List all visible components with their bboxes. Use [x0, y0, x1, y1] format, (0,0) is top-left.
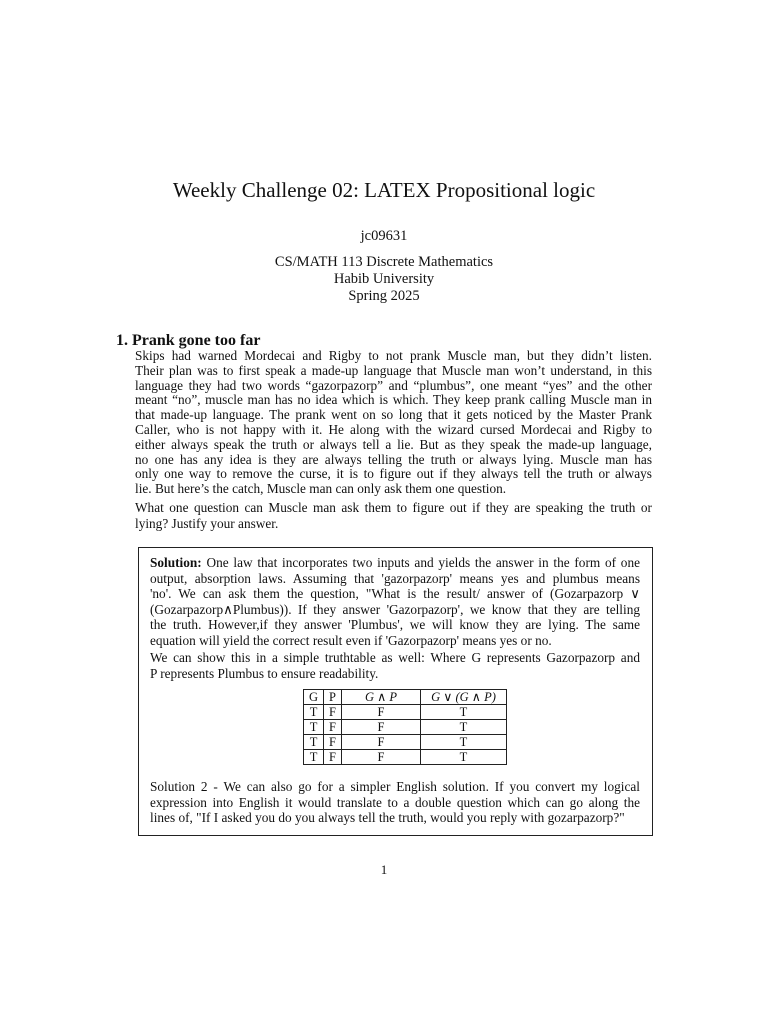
- table-cell: T: [304, 720, 324, 735]
- text-line: no one has any idea is they are always telling the truth or always lying. Muscle man has: [135, 451, 652, 467]
- table-cell: F: [341, 750, 420, 765]
- text-line: lines of, "If I asked you do you always tell the truth, would you reply with gozarpazorp?": [150, 810, 625, 826]
- table-header-cell: G: [304, 690, 324, 705]
- page-number: 1: [380, 862, 388, 877]
- table-cell: T: [304, 705, 324, 720]
- section-heading: 1. Prank gone too far: [116, 332, 261, 349]
- table-cell: F: [341, 720, 420, 735]
- text-line: Skips had warned Mordecai and Rigby to not prank Muscle man, but they didn’t listen.: [135, 348, 652, 363]
- solution-paragraph-2: [150, 650, 640, 681]
- line-text: One law that incorporates two inputs and yields the answer in the form of one: [201, 555, 640, 570]
- text-line: either always speak the truth or always tell a lie. But as they speak the made-up language,: [135, 436, 652, 452]
- text-line: 'no'. We can ask them the question, "What is the result/ answer of (Gozarpazorp ∨: [150, 586, 640, 602]
- text-line: the truth. However,if they answer 'Plumbus', we will know they are lying. The same: [150, 617, 640, 633]
- table-cell: F: [324, 720, 342, 735]
- term: Spring 2025: [348, 288, 420, 304]
- text-line: expression into English it would translate to a double question which can go along the: [150, 794, 640, 810]
- text-line: [150, 555, 640, 571]
- table-header-cell: P: [324, 690, 342, 705]
- text-line: Caller, who is not happy with it. He along with the wizard cursed Mordecai and Rigby to: [135, 421, 652, 437]
- table-cell: F: [324, 750, 342, 765]
- solution-label: Solution:: [150, 555, 202, 570]
- table-cell: T: [420, 705, 506, 720]
- table-cell: F: [324, 735, 342, 750]
- table-row: [304, 735, 507, 750]
- text-line: lying? Justify your answer.: [135, 515, 279, 531]
- text-line: What one question can Muscle man ask them to figure out if they are speaking the truth or: [135, 500, 652, 515]
- table-cell: T: [304, 735, 324, 750]
- text-line: Solution 2 - We can also go for a simpler English solution. If you convert my logical: [150, 779, 640, 794]
- text-line: meant “no”, muscle man has no idea which is which. They keep prank calling Muscle man in: [135, 392, 652, 408]
- table-cell: F: [341, 705, 420, 720]
- text-line: that made-up language. The prank went on so long that it gets noticed by the Master Prank: [135, 407, 652, 423]
- text-line: only one way to remove the curse, it is to figure out if they always tell the truth or always: [135, 466, 652, 482]
- text-line: Their plan was to first speak a made-up language that Muscle man won’t understand, in this: [135, 362, 652, 378]
- table-header-cell: G ∨ (G ∧ P): [420, 690, 506, 705]
- table-row: [304, 705, 507, 720]
- table-cell: F: [324, 705, 342, 720]
- text-line: lie. But here’s the catch, Muscle man can only ask them one question.: [135, 481, 507, 497]
- table-row: [304, 750, 507, 765]
- truth-table: [303, 689, 507, 765]
- institution: Habib University: [333, 271, 435, 287]
- question-paragraph: [135, 500, 652, 531]
- table-cell: T: [420, 750, 506, 765]
- problem-paragraph: [135, 349, 652, 497]
- table-cell: T: [304, 750, 324, 765]
- text-line: language they had two words “gazorpazorp” and “plumbus”, one meant “yes” and the other: [135, 377, 652, 393]
- text-line: We can show this in a simple truthtable as well: Where G represents Gazorpazorp and: [150, 650, 640, 665]
- text-line: (Gozarpazorp∧Plumbus)). If they answer 'Gazorpazorp', we know that they are telling: [150, 601, 640, 617]
- table-header-cell: G ∧ P: [341, 690, 420, 705]
- text-line: equation will yield the correct result even if 'Gazorpazorp' means yes or no.: [150, 632, 552, 648]
- text-line: output, absorption laws. Assuming that 'gazorpazorp' means yes and plumbus means: [150, 570, 640, 586]
- solution-paragraph-3: [150, 779, 640, 826]
- document-title: Weekly Challenge 02: LATEX Propositional logic: [172, 178, 596, 202]
- table-cell: T: [420, 720, 506, 735]
- table-cell: T: [420, 735, 506, 750]
- table-row: [304, 720, 507, 735]
- solution-paragraph-1: [150, 555, 640, 649]
- text-line: P represents Plumbus to ensure readability.: [150, 665, 379, 681]
- author: jc09631: [360, 228, 408, 244]
- table-cell: F: [341, 735, 420, 750]
- course: CS/MATH 113 Discrete Mathematics: [274, 254, 494, 270]
